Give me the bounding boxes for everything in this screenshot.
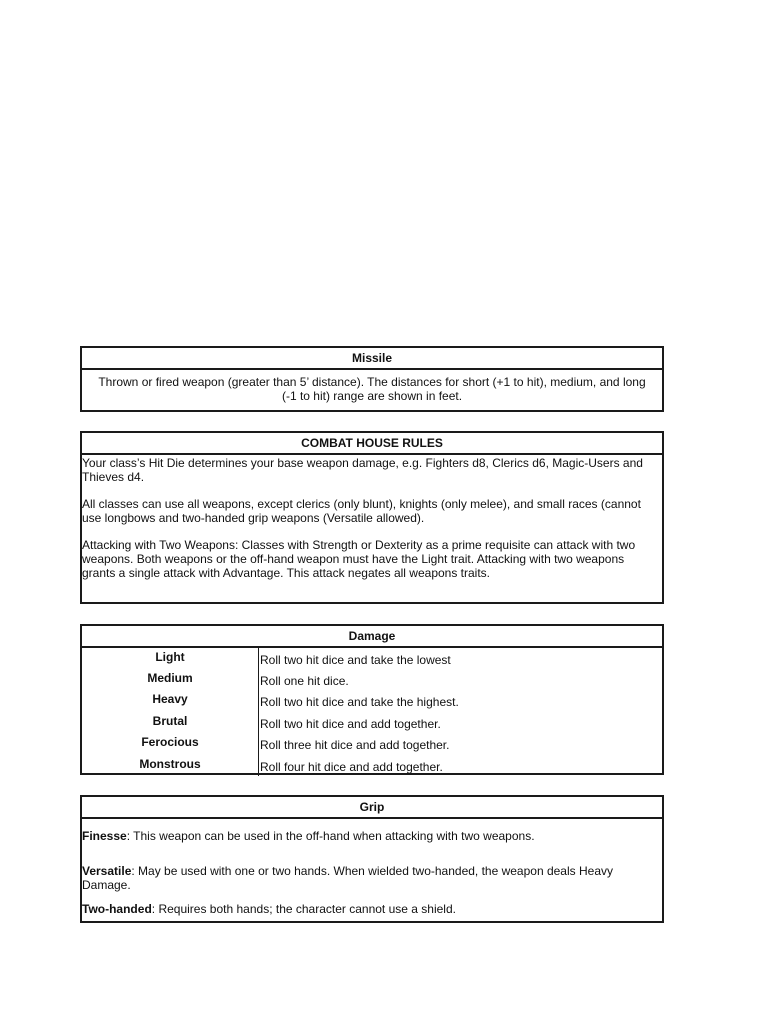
damage-level-name: Ferocious bbox=[141, 735, 199, 750]
grip-versatile bbox=[82, 864, 660, 892]
damage-row bbox=[82, 712, 662, 733]
grip-definition: : May be used with one or two hands. When wielded two-handed, the weapon deals Heavy Damage. bbox=[82, 864, 613, 892]
missile-description: Thrown or fired weapon (greater than 5’ distance). The distances for short (+1 to hit), medium, and long (-1 to hit) range are shown in feet. bbox=[98, 375, 646, 403]
grip-definition: : Requires both hands; the character cannot use a shield. bbox=[151, 902, 456, 916]
rule-hit-die: Your class’s Hit Die determines your base weapon damage, e.g. Fighters d8, Clerics d6, Magic-Users and Thieves d4. bbox=[82, 456, 643, 484]
grip-two-handed bbox=[82, 902, 660, 916]
grip-term: Versatile bbox=[82, 864, 132, 878]
grip-finesse bbox=[82, 829, 660, 843]
grip-box bbox=[80, 795, 664, 923]
missile-title: Missile bbox=[82, 348, 662, 370]
damage-level-name: Heavy bbox=[152, 692, 188, 707]
grip-term: Finesse bbox=[82, 829, 127, 843]
damage-level-name: Brutal bbox=[152, 713, 188, 728]
grip-term: Two-handed bbox=[82, 902, 152, 916]
damage-level-name: Light bbox=[155, 649, 185, 664]
damage-row bbox=[82, 691, 662, 712]
combat-house-rules-body bbox=[82, 455, 662, 580]
missile-box bbox=[80, 346, 664, 412]
damage-row bbox=[82, 669, 662, 690]
damage-level-description: Roll two hit dice and take the lowest bbox=[260, 652, 451, 667]
damage-title: Damage bbox=[82, 626, 662, 648]
damage-level-name: Medium bbox=[147, 671, 193, 686]
damage-table bbox=[82, 648, 662, 776]
damage-box bbox=[80, 624, 664, 775]
damage-level-description: Roll four hit dice and add together. bbox=[260, 759, 443, 774]
rule-two-weapons: Attacking with Two Weapons: Classes with Strength or Dexterity as a prime requisite can attack with two weapons. Both weapons or the off-hand weapon must have the Light trait. Attacking with two weapons grants a single attack with Advantage. This attack negates all weapons traits. bbox=[82, 538, 636, 580]
combat-house-rules-title: COMBAT HOUSE RULES bbox=[82, 433, 662, 455]
damage-level-name: Monstrous bbox=[139, 756, 201, 771]
damage-level-description: Roll three hit dice and add together. bbox=[260, 738, 450, 753]
damage-level-description: Roll one hit dice. bbox=[260, 674, 349, 689]
damage-row bbox=[82, 755, 662, 776]
grip-body bbox=[82, 819, 662, 916]
damage-row bbox=[82, 648, 662, 669]
damage-column-divider bbox=[258, 648, 259, 776]
damage-level-description: Roll two hit dice and take the highest. bbox=[260, 695, 459, 710]
grip-title: Grip bbox=[82, 797, 662, 819]
combat-house-rules-box bbox=[80, 431, 664, 604]
grip-definition: : This weapon can be used in the off-hand when attacking with two weapons. bbox=[126, 829, 535, 843]
damage-level-description: Roll two hit dice and add together. bbox=[260, 716, 441, 731]
damage-row bbox=[82, 734, 662, 755]
rule-weapon-restrictions: All classes can use all weapons, except clerics (only blunt), knights (only melee), and small races (cannot use longbows and two-handed grip weapons (Versatile allowed). bbox=[82, 497, 641, 525]
